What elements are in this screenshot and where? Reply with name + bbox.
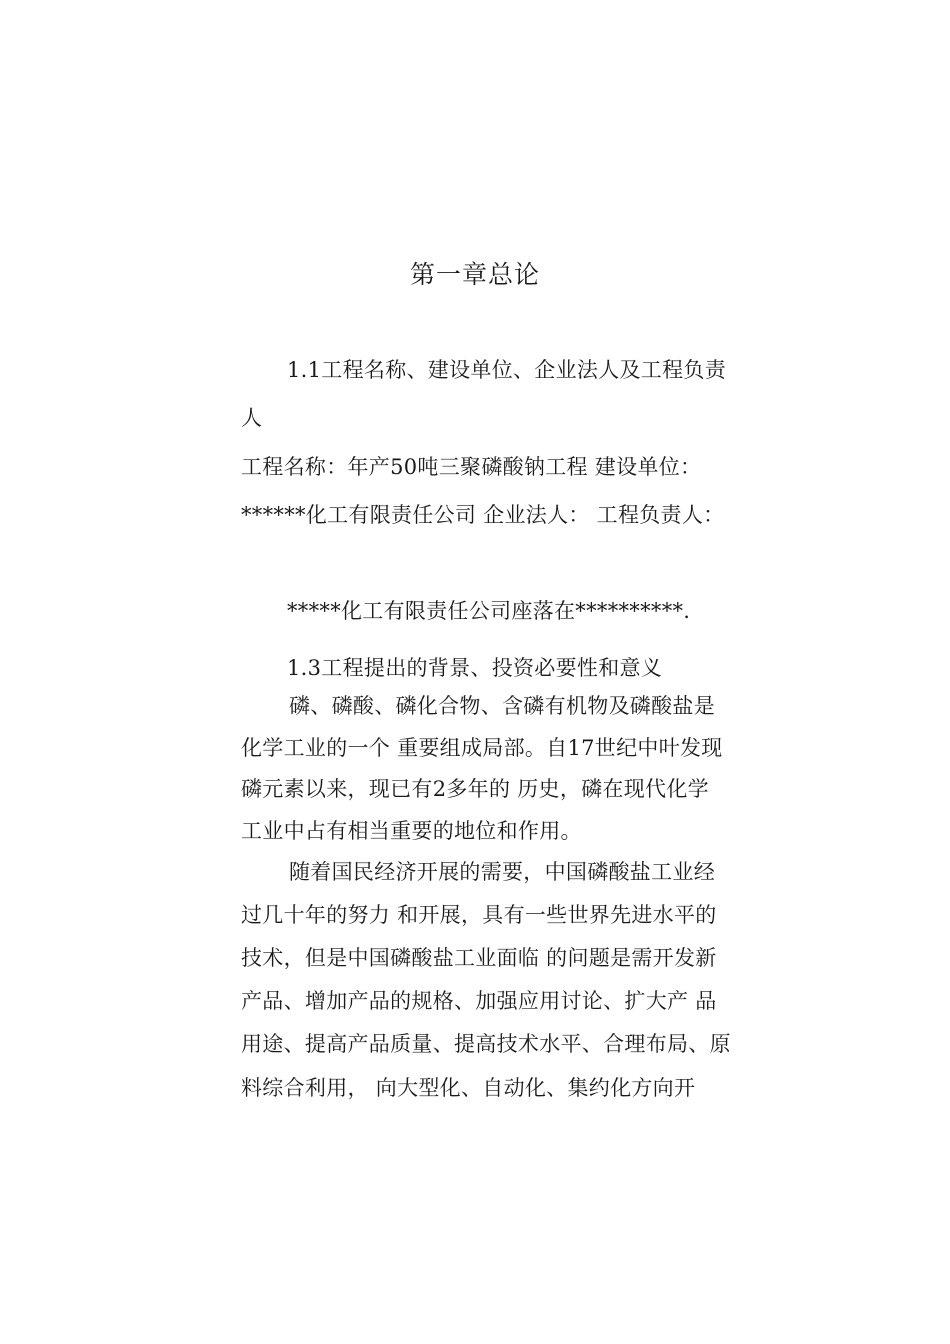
paragraph-line: 产品、增加产品的规格、加强应用讨论、扩大产 品 bbox=[241, 989, 717, 1013]
company-location-line: *****化工有限责任公司座落在**********. bbox=[287, 599, 691, 623]
paragraph-line: 化学工业的一个 重要组成局部。自17世纪中叶发现 bbox=[241, 736, 723, 760]
paragraph-line: 随着国民经济开展的需要，中国磷酸盐工业经 bbox=[289, 860, 715, 884]
section-heading-1-1: 1.1工程名称、建设单位、企业法人及工程负责 bbox=[287, 358, 726, 382]
paragraph-line: 磷、磷酸、磷化合物、含磷有机物及磷酸盐是 bbox=[289, 694, 715, 718]
section-heading-1-3: 1.3工程提出的背景、投资必要性和意义 bbox=[287, 656, 663, 680]
chapter-title: 第一章总论 bbox=[409, 260, 540, 289]
paragraph-line: 过几十年的努力 和开展，具有一些世界先进水平的 bbox=[241, 903, 717, 927]
company-info-line: ******化工有限责任公司 企业法人： 工程负责人： bbox=[241, 503, 725, 527]
paragraph-line: 技术，但是中国磷酸盐工业面临 的问题是需开发新 bbox=[241, 946, 717, 970]
paragraph-line: 磷元素以来，现已有2多年的 历史，磷在现代化学 bbox=[241, 777, 709, 801]
section-heading-1-1-continued: 人 bbox=[241, 406, 263, 430]
project-info-line: 工程名称：年产50吨三聚磷酸钠工程 建设单位： bbox=[241, 455, 702, 479]
paragraph-line: 用途、提高产品质量、提高技术水平、合理布局、原 bbox=[241, 1032, 731, 1056]
paragraph-line: 工业中占有相当重要的地位和作用。 bbox=[241, 819, 582, 843]
paragraph-line: 料综合利用， 向大型化、自动化、集约化方向开 bbox=[241, 1076, 696, 1100]
